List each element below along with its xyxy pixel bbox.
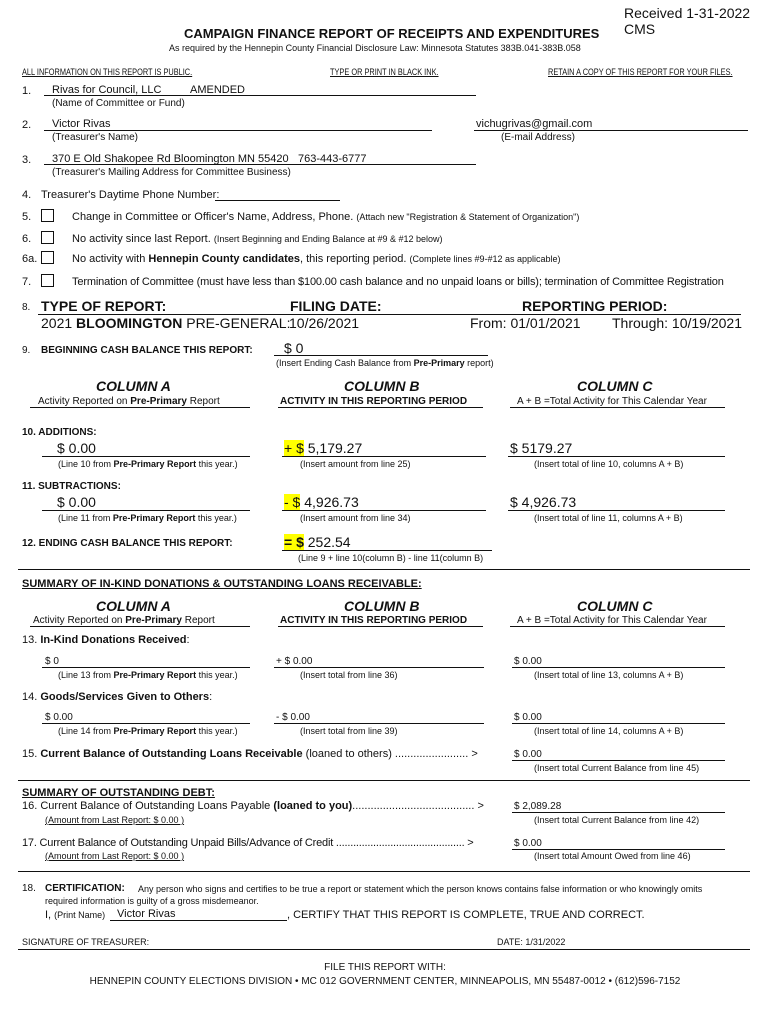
line13-label [22, 634, 190, 646]
reporting-period-label: REPORTING PERIOD: [522, 298, 668, 314]
item-number: 2. [22, 119, 32, 131]
goods-column-b[interactable]: - $ 0.00 [276, 712, 310, 723]
line16-dots: ........................................ > [352, 800, 484, 812]
column-a-subtitle [33, 615, 215, 626]
print-name-line [110, 920, 287, 921]
column-c-title: COLUMN C [577, 378, 653, 394]
subtractions-b-sign: - $ [284, 494, 301, 510]
type-of-report-value[interactable] [41, 315, 290, 331]
unpaid-bills-column-c[interactable]: $ 0.00 [514, 838, 542, 849]
date-label: DATE: 1/31/2022 [497, 937, 566, 947]
item-number: 3. [22, 154, 32, 166]
unpaid-bills-note: (Insert total Amount Owed from line 46) [534, 851, 691, 861]
item-number: 6a. [22, 253, 38, 265]
inkind-column-a[interactable]: $ 0 [45, 656, 59, 667]
ending-value: 252.54 [303, 534, 351, 550]
inkind-a-line [42, 667, 250, 668]
received-stamp: Received 1-31-2022 [624, 5, 751, 21]
line14-text: Goods/Services Given to Others [40, 691, 210, 703]
column-a-title: COLUMN A [96, 598, 171, 614]
column-a-sub-post: Report [181, 615, 215, 626]
column-a-sub-pre: Activity Reported on [38, 396, 131, 407]
beginning-balance-label: BEGINNING CASH BALANCE THIS REPORT: [41, 345, 253, 356]
loans-receivable-column-c[interactable]: $ 0.00 [514, 749, 542, 760]
note-copy: RETAIN A COPY OF THIS REPORT FOR YOUR FILES. [548, 67, 733, 77]
item-number: 4. [22, 189, 32, 201]
daytime-phone-label: Treasurer's Daytime Phone Number: [41, 189, 220, 201]
column-a-sub-post: Report [186, 396, 220, 407]
termination-checkbox[interactable] [41, 274, 54, 287]
filing-date-label: FILING DATE: [290, 298, 382, 314]
inkind-a-note-post: this year.) [196, 670, 238, 680]
item6-line [72, 233, 443, 245]
line16-label [22, 800, 484, 812]
column-b-subtitle: ACTIVITY IN THIS REPORTING PERIOD [280, 615, 468, 626]
goods-c-line [512, 723, 725, 724]
report-subtitle: As required by the Hennepin County Financial Disclosure Law: Minnesota Statutes 383B.041-383B.058 [169, 43, 581, 53]
goods-a-note-pre: (Line 14 from [58, 726, 114, 736]
signature-label: SIGNATURE OF TREASURER: [22, 937, 150, 947]
beginning-balance-value[interactable]: $ 0 [284, 340, 304, 356]
item7-text: Termination of Committee (must have less than $100.00 cash balance and no unpaid loans or bills); termination of Committee Registration [72, 276, 724, 288]
inkind-summary-title: SUMMARY OF IN-KIND DONATIONS & OUTSTANDING LOANS RECEIVABLE: [22, 578, 422, 590]
line15-text: Current Balance of Outstanding Loans Receivable [40, 748, 303, 760]
certification-text: Any person who signs and certifies to be true a report or statement which the person knows contains false information or who knowingly omits [138, 884, 703, 894]
loans-receivable-note: (Insert total Current Balance from line 45) [534, 763, 700, 773]
beginning-note-pre: (Insert Ending Cash Balance from [276, 358, 414, 368]
committee-caption: (Name of Committee or Fund) [52, 98, 185, 109]
subtractions-b-note: (Insert amount from line 34) [300, 513, 411, 523]
column-a-sub-pre: Activity Reported on [33, 615, 126, 626]
column-c-rule [510, 626, 725, 627]
column-c-subtitle: A + B =Total Activity for This Calendar Year [517, 396, 707, 407]
additions-c-line [508, 456, 725, 457]
subtractions-a-note-pre: (Line 11 from [58, 513, 113, 523]
item-number: 5. [22, 211, 32, 223]
line16-bold: (loaned to you) [273, 800, 353, 812]
period-through-value[interactable]: Through: 10/19/2021 [612, 315, 742, 331]
additions-column-a[interactable]: $ 0.00 [57, 440, 96, 456]
loans-payable-line [512, 812, 725, 813]
item-number: 1. [22, 85, 32, 97]
item-number: 8. [22, 302, 31, 313]
column-a-subtitle [38, 396, 220, 407]
column-c-rule [510, 407, 725, 408]
phone-field[interactable]: 763-443-6777 [298, 153, 367, 165]
filing-date-value[interactable]: 10/26/2021 [289, 315, 360, 331]
treasurer-name[interactable]: Victor Rivas [52, 118, 111, 130]
additions-a-note-post: this year.) [196, 459, 238, 469]
goods-a-note-post: this year.) [196, 726, 238, 736]
inkind-c-note: (Insert total of line 13, columns A + B) [534, 670, 684, 680]
additions-b-value: 5,179.27 [303, 440, 363, 456]
committee-name[interactable]: Rivas for Council, LLC [52, 84, 162, 96]
certify-statement: , CERTIFY THAT THIS REPORT IS COMPLETE, TRUE AND CORRECT. [287, 909, 645, 921]
no-activity-checkbox[interactable] [41, 231, 54, 244]
additions-a-note-pre: (Line 10 from [58, 459, 114, 469]
item6a-line [72, 253, 561, 265]
treasurer-caption: (Treasurer's Name) [52, 132, 138, 143]
footer-file-with: FILE THIS REPORT WITH: [324, 962, 446, 973]
beginning-note-bold: Pre-Primary [413, 358, 465, 368]
treasurer-name-line [44, 130, 432, 131]
goods-column-c[interactable]: $ 0.00 [514, 712, 542, 723]
column-b-title: COLUMN B [344, 598, 420, 614]
subtractions-column-b[interactable] [284, 494, 359, 510]
inkind-a-note-pre: (Line 13 from [58, 670, 114, 680]
note-public: ALL INFORMATION ON THIS REPORT IS PUBLIC. [22, 67, 193, 77]
footer-address: HENNEPIN COUNTY ELECTIONS DIVISION • MC 012 GOVERNMENT CENTER, MINNEAPOLIS, MN 55487-0012 • (612)596-7152 [89, 976, 681, 987]
period-from-value[interactable]: From: 01/01/2021 [470, 315, 581, 331]
subtractions-a-note-post: this year.) [195, 513, 237, 523]
column-a-title: COLUMN A [96, 378, 171, 394]
line14-colon: : [209, 691, 213, 703]
subtractions-a-note [58, 513, 237, 523]
type-of-report-label: TYPE OF REPORT: [41, 298, 167, 314]
additions-c-note: (Insert total of line 10, columns A + B) [534, 459, 684, 469]
inkind-a-note [58, 670, 238, 680]
additions-b-sign: + $ [284, 440, 304, 456]
inkind-b-note: (Insert total from line 36) [300, 670, 398, 680]
goods-b-line [274, 723, 484, 724]
line14-label [22, 691, 212, 703]
subtractions-label: 11. SUBTRACTIONS: [22, 481, 121, 492]
unpaid-bills-last-report[interactable]: (Amount from Last Report: $ 0.00 ) [45, 851, 185, 861]
inkind-b-line [274, 667, 484, 668]
print-name-label: (Print Name) [54, 910, 106, 920]
item6-text: No activity since last Report. [72, 233, 211, 245]
subtractions-b-line [282, 510, 486, 511]
daytime-phone-input[interactable] [215, 200, 340, 201]
note-ink: TYPE OR PRINT IN BLACK INK. [330, 67, 439, 77]
line13-num: 13. [22, 634, 38, 646]
ending-line [282, 550, 492, 551]
line15-num: 15. [22, 748, 38, 760]
amended-label: AMENDED [190, 84, 246, 96]
inkind-column-b[interactable]: + $ 0.00 [276, 656, 313, 667]
email-field[interactable]: vichugrivas@gmail.com [476, 118, 593, 130]
additions-label: 10. ADDITIONS: [22, 427, 97, 438]
additions-a-line [42, 456, 250, 457]
beginning-note [276, 358, 494, 368]
address-line [44, 164, 476, 165]
ending-note: (Line 9 + line 10(column B) - line 11(column B) [298, 553, 484, 563]
item6-note: (Insert Beginning and Ending Balance at #9 & #12 below) [213, 234, 443, 244]
loans-receivable-line [512, 760, 725, 761]
goods-a-note-bold: Pre-Primary Report [113, 726, 197, 736]
subtractions-c-line [508, 510, 725, 511]
line17-label: 17. Current Balance of Outstanding Unpaid Bills/Advance of Credit ............................................. > [22, 837, 474, 849]
goods-b-note: (Insert total from line 39) [300, 726, 398, 736]
item6a-pre: No activity with [72, 253, 146, 265]
item5-note: (Attach new "Registration & Statement of Organization") [356, 212, 580, 222]
no-hennepin-activity-checkbox[interactable] [41, 251, 54, 264]
certify-line [45, 909, 105, 921]
column-b-rule [278, 626, 483, 627]
line15-label [22, 748, 478, 760]
section-divider [18, 780, 750, 781]
ending-balance-label: 12. ENDING CASH BALANCE THIS REPORT: [22, 538, 233, 549]
column-b-rule [278, 407, 483, 408]
additions-a-note [58, 459, 238, 469]
item6a-post: , this reporting period. [300, 253, 407, 265]
additions-column-c[interactable]: $ 5179.27 [510, 440, 573, 456]
goods-a-line [42, 723, 250, 724]
line13-text: In-Kind Donations Received [40, 634, 187, 646]
subtractions-column-c[interactable]: $ 4,926.73 [510, 494, 577, 510]
additions-b-line [282, 456, 486, 457]
column-b-subtitle: ACTIVITY IN THIS REPORTING PERIOD [280, 396, 468, 407]
item6a-note: (Complete lines #9-#12 as applicable) [409, 254, 561, 264]
email-caption: (E-mail Address) [501, 132, 575, 143]
inkind-c-line [512, 667, 725, 668]
loans-payable-note: (Insert total Current Balance from line 42) [534, 815, 700, 825]
item5-text: Change in Committee or Officer's Name, Address, Phone. [72, 211, 354, 223]
unpaid-bills-line [512, 849, 725, 850]
inkind-column-c[interactable]: $ 0.00 [514, 656, 542, 667]
section-divider [18, 569, 750, 570]
ending-sign: = $ [284, 534, 304, 550]
goods-c-note: (Insert total of line 14, columns A + B) [534, 726, 684, 736]
type-kind: PRE-GENERAL: [186, 315, 291, 331]
loans-payable-column-c[interactable]: $ 2,089.28 [514, 801, 562, 812]
treasurer-print-name[interactable]: Victor Rivas [117, 908, 176, 920]
item6a-bold: Hennepin County candidates [148, 253, 300, 265]
address-field[interactable]: 370 E Old Shakopee Rd Bloomington MN 55420 [52, 153, 289, 165]
subtractions-a-line [42, 510, 250, 511]
item-number: 6. [22, 233, 32, 245]
type-year: 2021 [41, 315, 73, 331]
line13-colon: : [186, 634, 190, 646]
subtractions-c-note: (Insert total of line 11, columns A + B) [534, 513, 683, 523]
column-a-rule [30, 407, 250, 408]
type-city: BLOOMINGTON [76, 315, 183, 331]
certify-i: I, [45, 909, 55, 921]
line15-rest: (loaned to others) ........................ > [302, 748, 478, 760]
beginning-note-post: report) [464, 358, 494, 368]
certification-text-2: required information is guilty of a gross misdemeanor. [45, 896, 259, 906]
received-stamp-initials: CMS [624, 21, 656, 37]
subtractions-column-a[interactable]: $ 0.00 [57, 494, 96, 510]
certification-num: 18. [22, 883, 36, 894]
subtractions-b-value: 4,926.73 [300, 494, 359, 510]
column-a-sub-bold: Pre-Primary [130, 396, 187, 407]
certification-label: CERTIFICATION: [45, 883, 125, 894]
line16-pre: 16. Current Balance of Outstanding Loans Payable [22, 800, 274, 812]
beginning-balance-line [274, 355, 488, 356]
email-line [474, 130, 748, 131]
column-c-subtitle: A + B =Total Activity for This Calendar Year [517, 615, 707, 626]
address-caption: (Treasurer's Mailing Address for Committee Business) [52, 167, 291, 178]
line14-num: 14. [22, 691, 38, 703]
item-number: 7. [22, 276, 32, 288]
item-number: 9. [22, 345, 31, 356]
additions-b-note: (Insert amount from line 25) [300, 459, 411, 469]
change-checkbox[interactable] [41, 209, 54, 222]
column-a-rule [30, 626, 250, 627]
additions-column-b[interactable] [284, 440, 362, 456]
ending-balance-value[interactable] [284, 534, 351, 550]
committee-name-line [44, 95, 476, 96]
section-divider [18, 871, 750, 872]
item5-line [72, 211, 579, 223]
additions-a-note-bold: Pre-Primary Report [113, 459, 197, 469]
column-c-title: COLUMN C [577, 598, 653, 614]
column-b-title: COLUMN B [344, 378, 420, 394]
goods-a-note [58, 726, 238, 736]
signature-line [18, 949, 750, 950]
loans-payable-last-report[interactable]: (Amount from Last Report: $ 0.00 ) [45, 815, 185, 825]
inkind-a-note-bold: Pre-Primary Report [113, 670, 197, 680]
report-title: CAMPAIGN FINANCE REPORT OF RECEIPTS AND EXPENDITURES [184, 26, 600, 41]
subtractions-a-note-bold: Pre-Primary Report [112, 513, 196, 523]
goods-column-a[interactable]: $ 0.00 [45, 712, 73, 723]
debt-summary-title: SUMMARY OF OUTSTANDING DEBT: [22, 787, 215, 799]
column-a-sub-bold: Pre-Primary [125, 615, 182, 626]
